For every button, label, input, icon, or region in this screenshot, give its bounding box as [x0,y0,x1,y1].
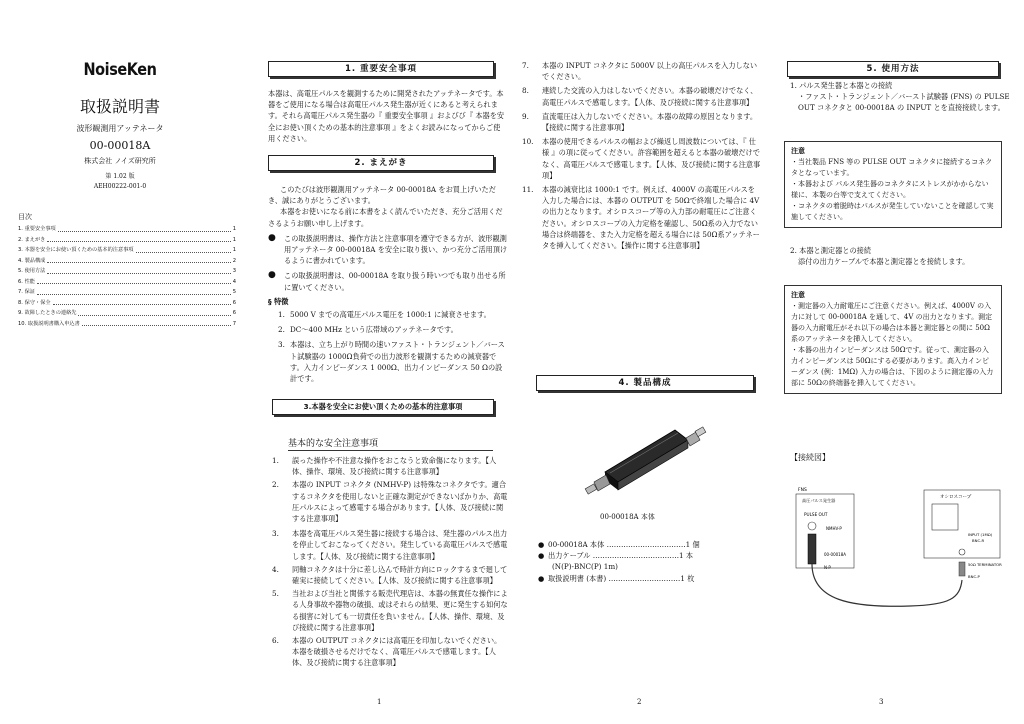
caution-item: ・本器の出力インピーダンスは 50Ωです。従って、測定器の入力インピーダンスは 50Ωにする必要があります。高入力インピーダンス (例：1MΩ) 入力の場合は、下図のように測定器の入力部に 50Ωの終端器を挿入してください。 [791,346,994,387]
safety-item-9: 9. 直流電圧は入力しないでください。本器の故障の原因となります。【接続に関する注意事項】 [522,111,758,133]
diagram-fns-label: FNS [798,488,807,493]
usage-step-1-title: 1. パルス発生器と本器との接続 [790,81,893,90]
safety-list [272,455,508,669]
caution-list-2 [791,301,995,389]
usage-step-1-desc: ・ファスト・トランジェント／バースト試験器 (FNS) の PULSE OUT コネクタと 00-00018A の INPUT とを直接接続します。 [798,92,1010,113]
contents-item-2-detail: (N(P)-BNC(P) 1m) [552,562,618,572]
section-2-body [268,184,508,384]
diagram-np-label: N-P [824,565,831,570]
toc-item-label: 5. 使用方法 [18,268,46,274]
safety-list-continued [522,60,762,251]
section-4-heading: 4. 製品構成 [536,375,754,391]
toc-leader-dots [47,262,230,263]
cover [60,60,180,190]
feature-2: 2. DC～400 MHz という広帯域のアッテネータです。 [278,325,458,335]
toc-leader-dots [58,231,231,232]
section-1-body: 本器は、高電圧パルスを観測するために開発されたアッテネータです。本器をご使用になる場合は高電圧パルス発生器が近くにあると考えられます。それら高電圧パルス発生器の『 重要安全事項 』およびび『 本器を安全にお使い頂くための基本的注意事項 』をよくお読みになってからご使用ください。 [268,89,505,143]
diagram-terminator-label: 50Ω TERMINATOR [968,562,1002,567]
diagram-generator-label: 高圧パルス発生器 [802,498,836,503]
brand-logo: NoiseKen [83,60,157,80]
doc-id: AEH00222-001-0 [93,183,147,190]
safety-item-4: 4. 同軸コネクタは十分に差し込んで時計方向にロックするまで廻して確実に接続してください。【人体、及び接続に関する注意事項】 [272,564,508,586]
product-illustration [580,410,710,505]
section-2-heading: 2. まえがき [268,155,494,171]
contents-list [538,539,738,584]
safety-item-5: 5. 当社および当社と関係する販売代理店は、本器の無責任な操作による人身事故や器物の破損、或はそれらの結果、更に発生する如何なる損害に対しても一切責任を負いません。【人体、操作、環境、及び接続に関する注意事項】 [272,589,508,632]
toc-item-label: 7. 保証 [18,289,35,295]
toc-leader-dots [37,294,231,295]
caution-item: ・本器および パルス発生器のコネクタにストレスがかからない様に、本製の台等で支えてください。 [791,180,989,199]
toc-item[interactable] [18,235,236,246]
safety-item-10: 10. 本器の使用できるパルスの幅および繰返し周波数については、『 仕様 』の項に従ってください。許容範囲を超えると本器の破壊だけでなく、高電圧パルスで感電します。【人体、及び接続に関する注意事項】 [522,137,761,180]
input-connector [585,475,610,494]
toc-item-page: 1 [232,236,236,243]
toc-item[interactable] [18,256,236,267]
usage-step-2-desc: 添付の出力ケーブルで本器と測定器とを接続します。 [798,257,970,267]
toc-item[interactable] [18,277,236,288]
section-3-heading: 3.本器を安全にお使い頂くための基本的注意事項 [272,399,494,415]
toc-leader-dots [47,273,230,274]
toc-leader-dots [78,315,230,316]
diagram-bncr-label: BNC-R [972,538,985,543]
safety-subheading: 基本的な安全注意事項 [288,436,493,451]
intro-para: このたびは波形観測用アッテネータ 00-00018A をお買上げいただき、誠にありがとうございます。 [268,185,496,206]
section-5-heading: 5. 使用方法 [787,61,999,77]
diagram-scope-screen [932,504,958,530]
toc-item-page: 4 [232,278,236,285]
bullet-1: ● この取扱説明書は、操作方法と注意事項を遵守できる方が、波形観測用アッテネータ 00-00018A を安全に取り扱い、かつ充分ご活用頂けるように書かれています。 [268,232,508,266]
product-caption: 00-00018A 本体 [600,513,655,521]
doc-subtitle: 波形観測用アッテネータ [76,124,164,133]
edition: 第 1.02 版 [105,173,135,180]
usage-step-1 [790,80,1010,114]
toc-item-page: 6 [232,310,236,316]
contents-item-1: ● 00-00018A 本体 ……………………………1 個 [538,540,700,549]
feature-3: 3. 本器は、立ち上がり時間の速いファスト・トランジェント／バースト試験器の 1000Ω負荷での出力波形を観測するための減衰器です。入力インピーダンス 1 000Ω、出力インピーダンス 50 Ωの設計です。 [278,340,505,384]
diagram-pulseout-port [808,522,816,530]
table-of-contents [18,212,236,329]
feature-1: 1. 5000 V までの高電圧パルス電圧を 1000:1 に減衰させます。 [278,310,491,320]
diagram-attenuator [808,534,816,564]
diagram-cable [812,564,962,606]
page-number-3: 3 [879,698,884,706]
toc-item[interactable] [18,287,236,298]
toc-item-page: 2 [232,257,236,264]
caution-item: ・当社製品 FNS 等の PULSE OUT コネクタに接続するコネクタとなっています。 [791,158,993,177]
section-1-heading: 1. 重要安全事項 [268,61,494,77]
toc-item-label: 6. 性能 [18,278,35,285]
toc-item-page: 5 [232,289,236,295]
toc-item[interactable] [18,245,236,256]
toc-item-page: 3 [232,268,236,274]
diagram-title: 【接続図】 [790,453,830,462]
toc-leader-dots [53,304,231,305]
toc-item[interactable] [18,224,236,235]
diagram-pulseout-label: PULSE OUT [804,512,828,517]
toc-item-label: 4. 製品構成 [18,257,46,264]
safety-item-3: 3. 本器を高電圧パルス発生器に接続する場合は、発生器のパルス出力を停止しておこなってください。発生している高電圧パルスで感電します。【人体、及び接続に関する注意事項】 [272,529,508,561]
caution-title-1: 注意 [791,147,805,155]
caution-item: ・測定器の入力耐電圧にご注意ください。例えば、4000V の入力に対して 00-00018A を通して、4V の出力となります。測定器の入力耐電圧がそれ以下の場合は本器と測定器との間に 50Ω系のアッテネータを挿入してください。 [791,302,993,343]
caution-title-2: 注意 [791,291,805,299]
diagram-model-label: 00-00018A [824,552,846,557]
toc-item-page: 1 [232,247,236,253]
contents-item-2: ● 出力ケーブル ………………………………1 本 [538,551,694,561]
toc-leader-dots [136,252,231,253]
usage-step-2-title: 2. 本器と測定器との接続 [790,246,872,255]
toc-leader-dots [82,325,231,326]
page-number-1: 1 [377,698,382,706]
toc-leader-dots [47,241,230,242]
diagram-scope-label: オシロスコープ [940,495,972,500]
caution-list-1 [791,157,995,223]
toc-item[interactable] [18,298,236,309]
toc-heading: 目次 [18,213,32,221]
doc-title: 取扱説明書 [79,97,160,116]
diagram-input-label: INPUT (1MΩ) [968,532,993,537]
diagram-bncp-label: BNC-P [968,574,980,579]
toc-item-label: 10. 取扱説明書購入申込書 [18,320,80,327]
company-name: 株式会社 ノイズ研究所 [84,157,156,165]
safety-item-7: 7. 本器の INPUT コネクタに 5000V 以上の高圧パルスを入力しないでください。 [522,61,758,82]
toc-item-page: 1 [232,226,236,232]
safety-item-2: 2. 本器の INPUT コネクタ (NMHV-P) は特殊なコネクタです。適合するコネクタを使用しないと正確な測定ができないばかりか、高電圧パルスによって感電する場合があります。【人体、及び接続に関する注意事項】 [272,480,508,524]
contents-item-3: ● 取扱説明書 (本書) …………………………1 枚 [538,573,695,583]
toc-item[interactable] [18,319,236,330]
caution-box-2 [784,285,1002,394]
toc-item-label: 2. まえがき [18,236,46,243]
model-number: 00-00018A [89,139,151,152]
toc-item[interactable] [18,266,236,277]
output-connector [686,427,706,446]
usage-step-2 [790,245,1015,267]
toc-item-label: 8. 保守・保全 [18,299,51,306]
safety-item-1: 1. 誤った操作や不注意な操作をおこなうと致命傷になります。【人体、操作、環境、及び接続に関する注意事項】 [272,456,497,477]
bullet-2: ● この取扱説明書は、00-00018A を取り扱う時いつでも取り出せる所に置いてください。 [268,270,506,292]
diagram-terminator [959,562,965,576]
safety-item-8: 8. 連続した交流の入力はしないでください。本器の破壊だけでなく、高電圧パルスで感電します。【人体、及び接続に関する注意事項】 [522,86,758,107]
safety-item-6: 6. 本器の OUTPUT コネクタには高電圧を印加しないでください。本器を破損させるだけでなく、高電圧パルスで感電します。【人体、及び接続に関する注意事項】 [272,636,502,668]
intro-para-2: 本器をお使いになる前に本書をよく読んでいただき、充分ご活用くださるようお願い申し上げます。 [268,207,503,228]
features-title: § 特徴 [268,296,289,306]
connection-diagram [790,480,1010,630]
toc-item-label: 3. 本器を安全にお使い頂くための基本的注意事項 [18,247,134,253]
toc-item-page: 6 [232,299,236,306]
caution-box-1 [784,141,1002,228]
toc-item-page: 7 [232,320,236,327]
safety-item-11: 11. 本器の減衰比は 1000:1 です。例えば、4000V の高電圧パルスを入力した場合には、本器の OUTPUT を 50Ωで終端した場合に 4V の出力となります。オシロスコープ等の入力部の耐電圧にご注意ください。オシロスコープの入力定格を確認し、50Ω系の入力でない場合は終端器を、また入力定格を超える場合には 50Ω系アッテネータを挿入してください。【操作に関する注意事項】 [522,185,760,251]
toc-item-label: 9. 故障したときの連絡先 [18,310,77,316]
caution-item: ・コネクタの着脱時はパルスが発生していないことを確認して実施してください。 [791,202,994,221]
diagram-scope-input [959,549,965,555]
toc-item-label: 1. 重要安全事項 [18,226,56,232]
page-number-2: 2 [637,698,642,706]
toc-item[interactable] [18,308,236,319]
diagram-nmhv-label: NMHV-P [826,526,842,531]
attenuator-body [605,430,688,490]
toc-leader-dots [37,283,231,284]
